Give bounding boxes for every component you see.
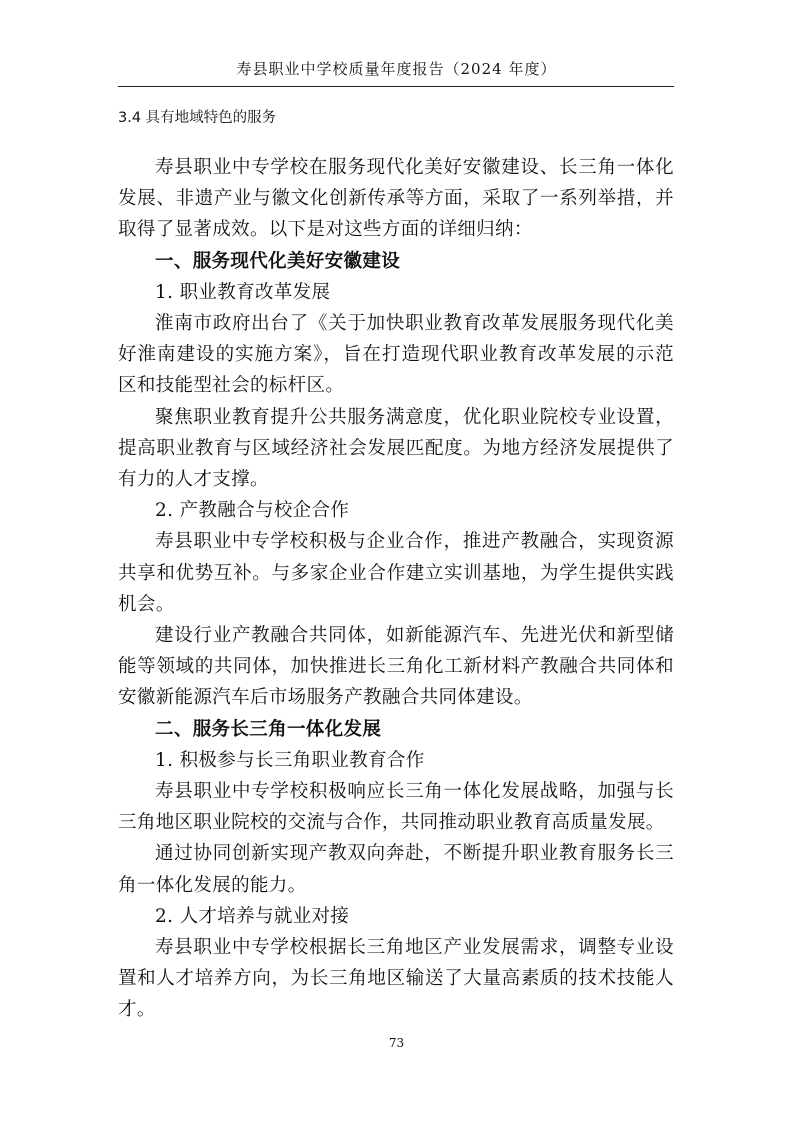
paragraph-reform-2: 聚焦职业教育提升公共服务满意度，优化职业院校专业设置，提高职业教育与区域经济社会发展匹配度。为地方经济发展提供了有力的人才支撑。 — [118, 406, 674, 491]
subheading-education-reform: 1. 职业教育改革发展 — [155, 281, 331, 303]
document-body — [118, 152, 674, 1026]
page-header-title: 寿县职业中学校质量年度报告（2024 年度） — [236, 60, 557, 78]
page-number: 73 — [388, 1036, 405, 1050]
heading-serve-yangtze: 二、服务长三角一体化发展 — [155, 718, 382, 740]
paragraph-reform-1: 淮南市政府出台了《关于加快职业教育改革发展服务现代化美好淮南建设的实施方案》，旨在打造现代职业教育改革发展的示范区和技能型社会的标杆区。 — [118, 313, 674, 397]
paragraph-integration-1: 寿县职业中专学校积极与企业合作，推进产教融合，实现资源共享和优势互补。与多家企业合作建立实训基地，为学生提供实践机会。 — [118, 531, 674, 615]
intro-paragraph: 寿县职业中专学校在服务现代化美好安徽建设、长三角一体化发展、非遗产业与徽文化创新传承等方面，采取了一系列举措，并取得了显著成效。以下是对这些方面的详细归纳： — [118, 157, 674, 241]
paragraph-cooperation-2: 通过协同创新实现产教双向奔赴，不断提升职业教育服务长三角一体化发展的能力。 — [118, 843, 674, 896]
paragraph-talent-1: 寿县职业中专学校根据长三角地区产业发展需求，调整专业设置和人才培养方向，为长三角地区输送了大量高素质的技术技能人才。 — [118, 937, 674, 1021]
subheading-yangtze-cooperation: 1. 积极参与长三角职业教育合作 — [155, 749, 425, 771]
subheading-talent-employment: 2. 人才培养与就业对接 — [155, 905, 350, 927]
paragraph-integration-2: 建设行业产教融合共同体，如新能源汽车、先进光伏和新型储能等领域的共同体，加快推进长三角化工新材料产教融合共同体和安徽新能源汽车后市场服务产教融合共同体建设。 — [118, 625, 674, 709]
heading-serve-anhui: 一、服务现代化美好安徽建设 — [155, 250, 401, 272]
paragraph-cooperation-1: 寿县职业中专学校积极响应长三角一体化发展战略，加强与长三角地区职业院校的交流与合作，共同推动职业教育高质量发展。 — [118, 781, 674, 834]
header-divider — [118, 86, 674, 87]
subheading-industry-integration: 2. 产教融合与校企合作 — [155, 500, 350, 522]
section-heading: 3.4 具有地域特色的服务 — [118, 110, 277, 126]
